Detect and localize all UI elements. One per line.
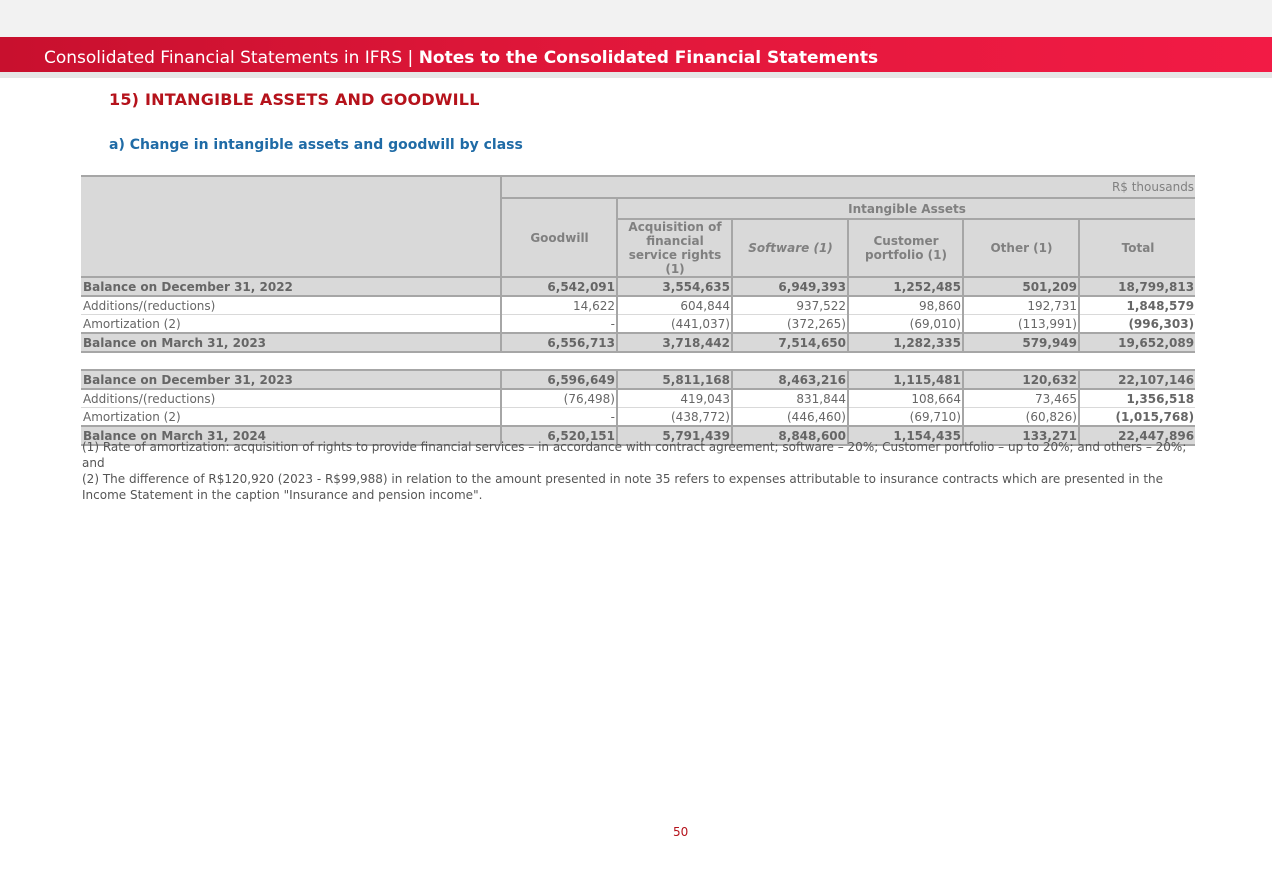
cell-software: (372,265) [732, 315, 848, 334]
col-acquisition: Acquisition of financial service rights (1) [617, 219, 732, 276]
cell-customer: 1,115,481 [848, 370, 963, 389]
row-label: Balance on March 31, 2024 [81, 426, 501, 445]
table-row [81, 277, 1195, 296]
cell-total: 19,652,089 [1079, 333, 1195, 352]
page-number: 50 [673, 825, 689, 839]
cell-total: 1,848,579 [1079, 296, 1195, 315]
cell-total: 22,447,896 [1079, 426, 1195, 445]
cell-other: 579,949 [963, 333, 1079, 352]
cell-software: 7,514,650 [732, 333, 848, 352]
table-row [81, 389, 1195, 408]
page-header [0, 37, 1272, 72]
col-goodwill: Goodwill [501, 198, 617, 277]
footnotes [82, 440, 1196, 504]
cell-acquisition: 419,043 [617, 389, 732, 408]
cell-total: (996,303) [1079, 315, 1195, 334]
header-blank [81, 176, 501, 277]
cell-software: 8,848,600 [732, 426, 848, 445]
cell-acquisition: (438,772) [617, 408, 732, 427]
cell-acquisition: 5,811,168 [617, 370, 732, 389]
row-label: Additions/(reductions) [81, 296, 501, 315]
cell-customer: 1,282,335 [848, 333, 963, 352]
col-total: Total [1079, 219, 1195, 276]
row-label: Additions/(reductions) [81, 389, 501, 408]
cell-goodwill: - [501, 315, 617, 334]
cell-other: 501,209 [963, 277, 1079, 296]
intangible-assets-table [81, 175, 1195, 446]
cell-other: 120,632 [963, 370, 1079, 389]
cell-other: (113,991) [963, 315, 1079, 334]
row-label: Balance on December 31, 2022 [81, 277, 501, 296]
cell-customer: 108,664 [848, 389, 963, 408]
cell-goodwill: 14,622 [501, 296, 617, 315]
cell-total: 1,356,518 [1079, 389, 1195, 408]
col-other: Other (1) [963, 219, 1079, 276]
cell-customer: 1,154,435 [848, 426, 963, 445]
cell-total: (1,015,768) [1079, 408, 1195, 427]
cell-acquisition: (441,037) [617, 315, 732, 334]
table-row [81, 333, 1195, 352]
col-customer: Customer portfolio (1) [848, 219, 963, 276]
intangible-assets-label: Intangible Assets [617, 198, 1195, 219]
table-row [81, 296, 1195, 315]
cell-total: 22,107,146 [1079, 370, 1195, 389]
cell-goodwill: 6,520,151 [501, 426, 617, 445]
row-label: Balance on March 31, 2023 [81, 333, 501, 352]
cell-customer: 98,860 [848, 296, 963, 315]
spacer-row [81, 352, 1195, 370]
cell-other: 73,465 [963, 389, 1079, 408]
row-label: Amortization (2) [81, 315, 501, 334]
row-label: Amortization (2) [81, 408, 501, 427]
header-title: Notes to the Consolidated Financial Statements [418, 48, 879, 68]
cell-other: 192,731 [963, 296, 1079, 315]
cell-customer: 1,252,485 [848, 277, 963, 296]
header-prefix: Consolidated Financial Statements in IFRS | [44, 48, 419, 68]
cell-software: 8,463,216 [732, 370, 848, 389]
cell-other: (60,826) [963, 408, 1079, 427]
col-software: Software (1) [732, 219, 848, 276]
sub-title: a) Change in intangible assets and goodwill by class [109, 137, 523, 153]
cell-goodwill: 6,542,091 [501, 277, 617, 296]
footnote-1: (1) Rate of amortization: acquisition of rights to provide financial services – in accordance with contract agreement; software – 20%; Customer portfolio – up to 20%; and others – 20%; and [82, 440, 1187, 470]
cell-total: 18,799,813 [1079, 277, 1195, 296]
table-row [81, 370, 1195, 389]
cell-acquisition: 5,791,439 [617, 426, 732, 445]
cell-customer: (69,710) [848, 408, 963, 427]
cell-acquisition: 3,554,635 [617, 277, 732, 296]
cell-goodwill: 6,556,713 [501, 333, 617, 352]
cell-goodwill: 6,596,649 [501, 370, 617, 389]
footnote-2: (2) The difference of R$120,920 (2023 - R$99,988) in relation to the amount presented in note 35 refers to expenses attributable to insurance contracts which are presented in the Income Statement in the caption "Insurance and pension income". [82, 472, 1164, 502]
cell-software: (446,460) [732, 408, 848, 427]
cell-other: 133,271 [963, 426, 1079, 445]
top-strip [0, 0, 1272, 37]
cell-goodwill: - [501, 408, 617, 427]
cell-acquisition: 3,718,442 [617, 333, 732, 352]
cell-software: 937,522 [732, 296, 848, 315]
cell-customer: (69,010) [848, 315, 963, 334]
cell-software: 831,844 [732, 389, 848, 408]
header-shadow [0, 72, 1272, 78]
cell-acquisition: 604,844 [617, 296, 732, 315]
cell-goodwill: (76,498) [501, 389, 617, 408]
row-label: Balance on December 31, 2023 [81, 370, 501, 389]
cell-software: 6,949,393 [732, 277, 848, 296]
units-label: R$ thousands [501, 176, 1195, 198]
table-row [81, 315, 1195, 334]
table-row [81, 408, 1195, 427]
section-title: 15) INTANGIBLE ASSETS AND GOODWILL [109, 90, 480, 109]
